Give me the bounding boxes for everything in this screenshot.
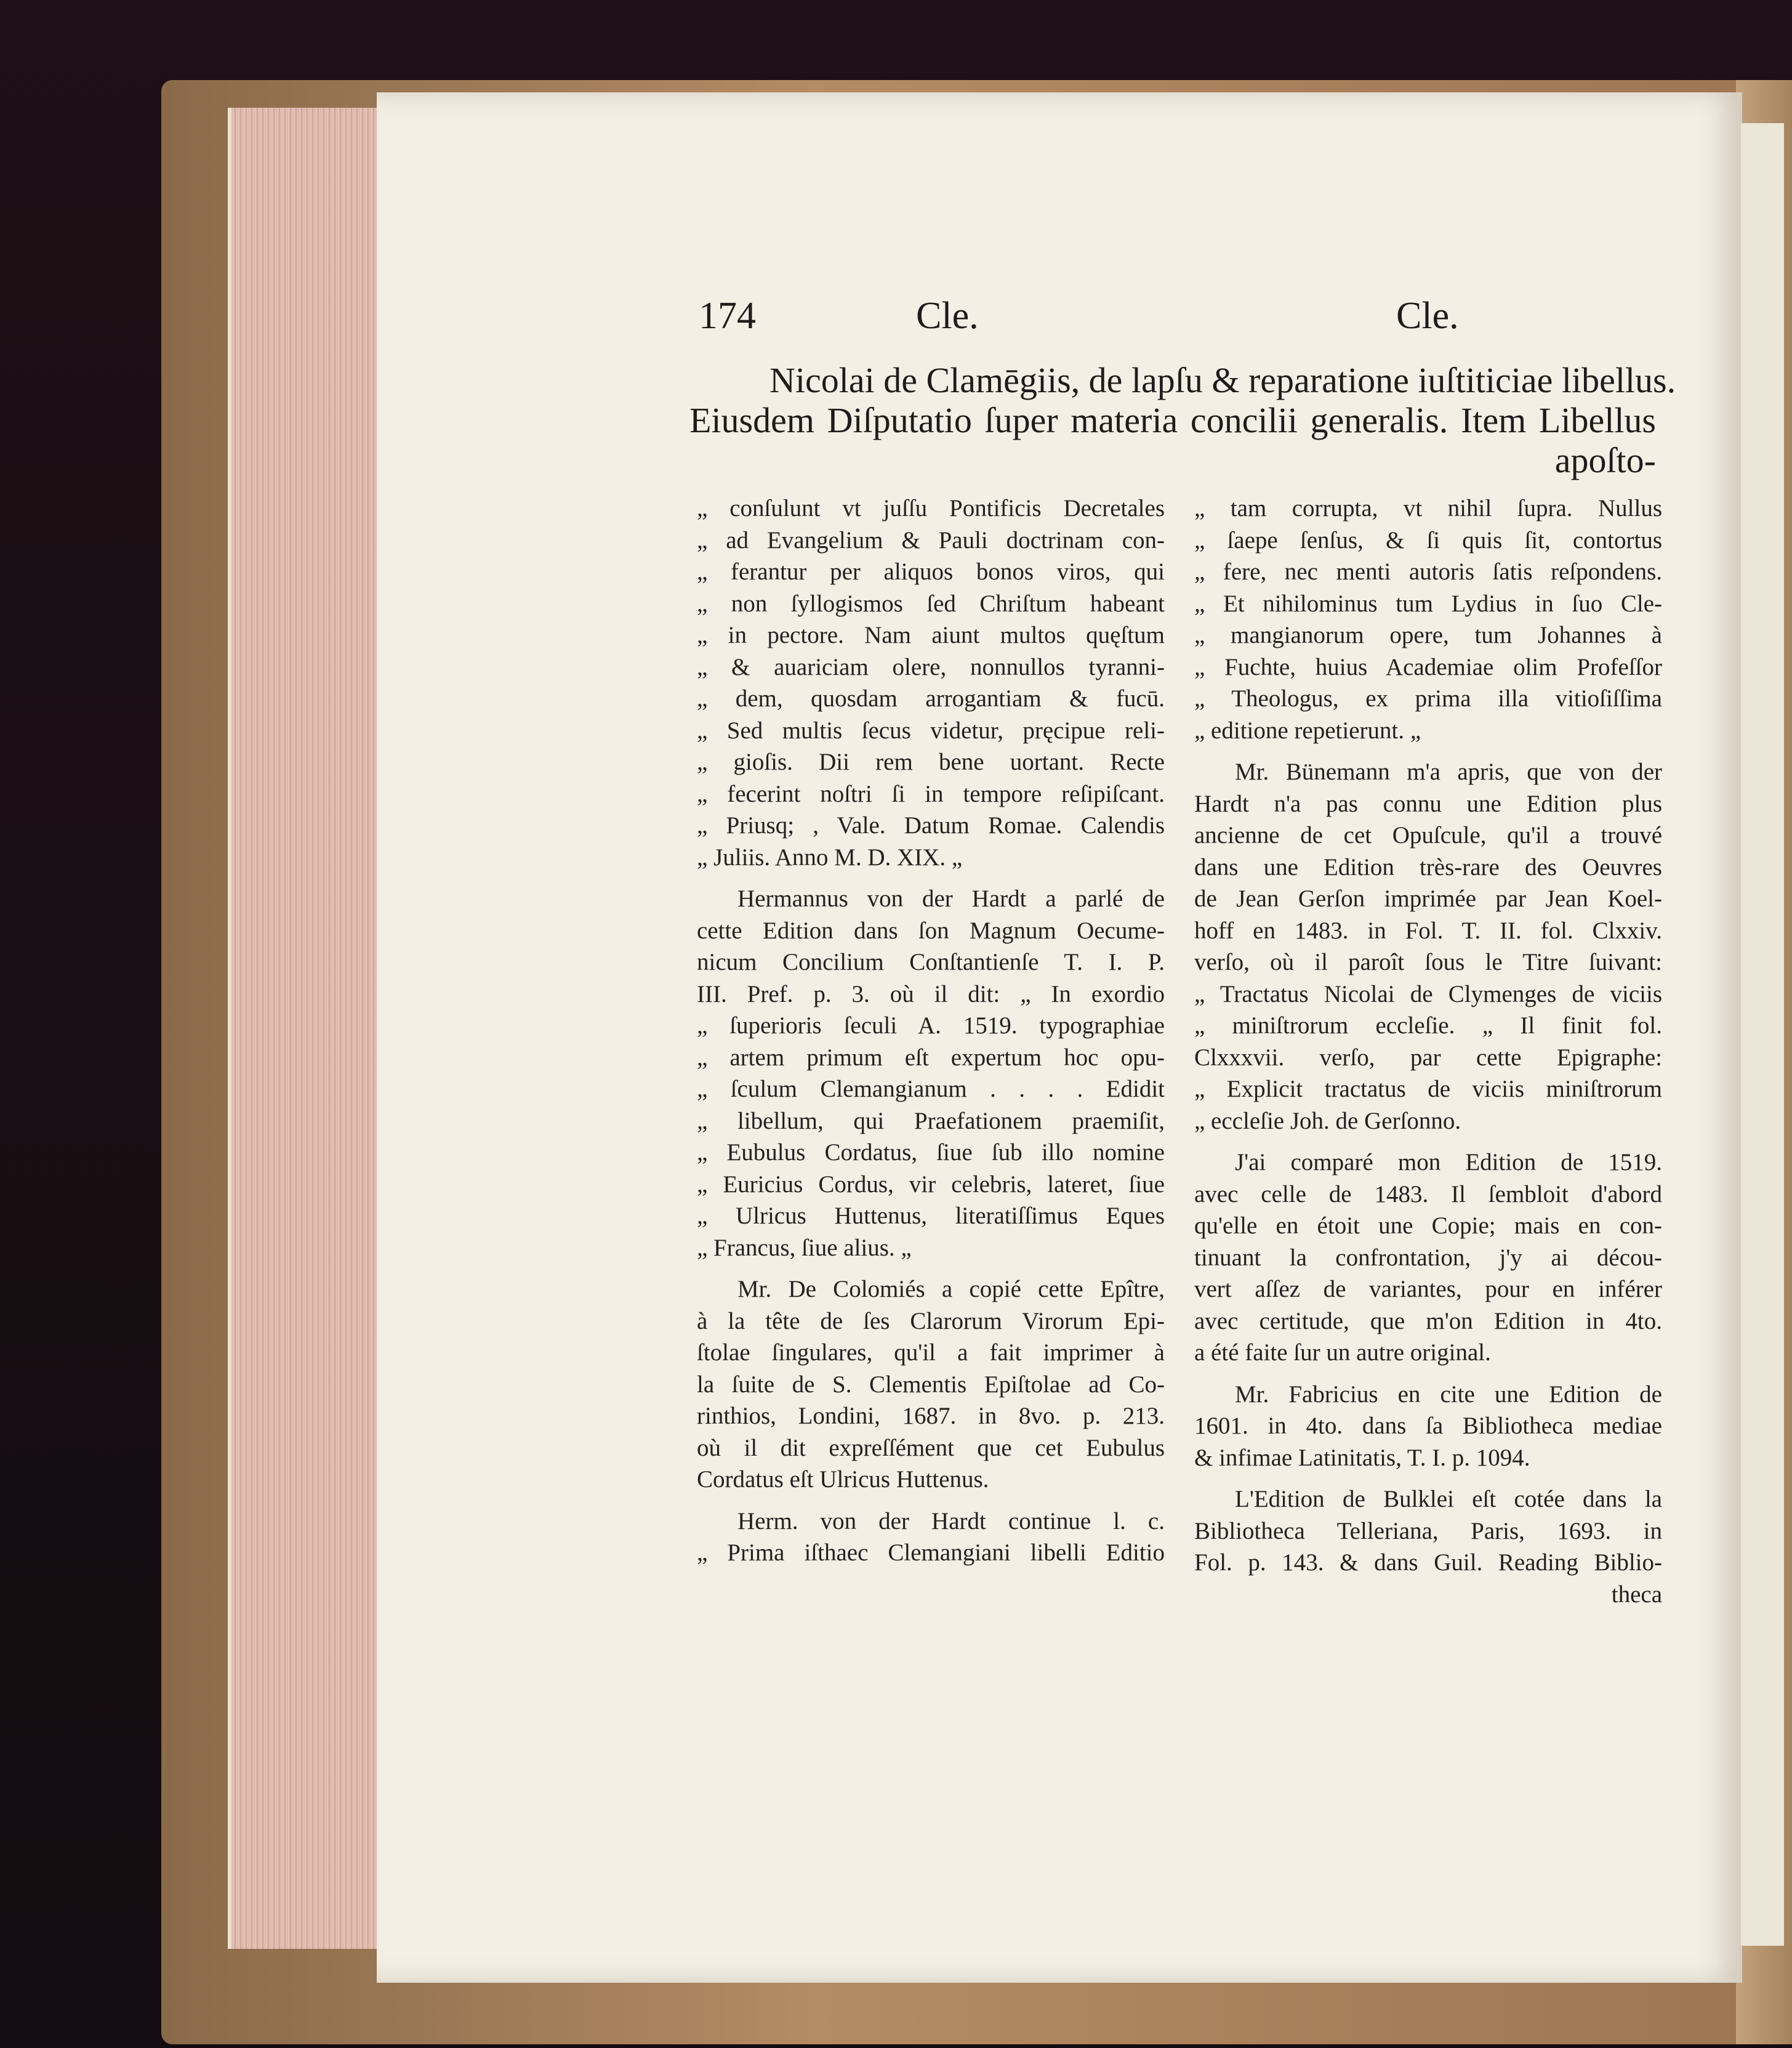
text-line: Bibliotheca Telleriana, Paris, 1693. in: [1194, 1517, 1662, 1544]
running-head-right: Cle.: [1396, 295, 1459, 337]
text-line: „ Sed multis ſecus videtur, pręcipue reli-: [697, 717, 1165, 744]
text-line: Clxxxvii. verſo, par cette Epigraphe:: [1194, 1044, 1662, 1071]
text-line: „ mangianorum opere, tum Johannes à: [1194, 622, 1662, 648]
text-line: à la tête de ſes Clarorum Virorum Epi-: [697, 1307, 1165, 1334]
text-line: „ Ulricus Huttenus, literatiſſimus Eques: [697, 1203, 1165, 1229]
text-line: „ miniſtrorum eccleſie. „ Il finit fol.: [1194, 1012, 1662, 1039]
page-number: 174: [699, 295, 756, 337]
text-line: vert aſſez de variantes, pour en inférer: [1194, 1276, 1662, 1302]
text-line: nicum Concilium Conſtantienſe T. I. P.: [697, 949, 1165, 975]
text-line: a été faite ſur un autre original.: [1194, 1339, 1491, 1366]
text-line: „ fecerint noſtri ſi in tempore reſipiſcant.: [697, 780, 1165, 807]
text-line: la ſuite de S. Clementis Epiſtolae ad Co-: [697, 1371, 1165, 1398]
text-line: Hermannus von der Hardt a parlé de: [737, 885, 1165, 912]
title-line: Nicolai de Clamēgiis, de lapſu & reparatione iuſtiticiae libellus.: [769, 360, 1676, 400]
text-line: „ artem primum eſt expertum hoc opu-: [697, 1044, 1165, 1071]
text-line: tinuant la confrontation, j'y ai décou-: [1194, 1244, 1662, 1271]
text-line: „ tam corrupta, vt nihil ſupra. Nullus: [1194, 495, 1662, 522]
text-line: „ Juliis. Anno M. D. XIX. „: [697, 844, 963, 871]
text-line: avec certitude, que m'on Edition in 4to.: [1194, 1307, 1662, 1334]
text-line: Hardt n'a pas connu une Edition plus: [1194, 790, 1662, 817]
text-line: „ Prima iſthaec Clemangiani libelli Editio: [697, 1539, 1165, 1566]
text-line: Fol. p. 143. & dans Guil. Reading Biblio-: [1194, 1549, 1662, 1576]
text-line: „ Tractatus Nicolai de Clymenges de viciis: [1194, 980, 1662, 1007]
text-line: theca: [1611, 1581, 1662, 1608]
text-line: ſtolae ſingulares, qu'il a fait imprimer à: [697, 1339, 1165, 1366]
text-line: cette Edition dans ſon Magnum Oecume-: [697, 917, 1165, 944]
text-line: & infimae Latinitatis, T. I. p. 1094.: [1194, 1444, 1530, 1471]
text-line: Mr. Bünemann m'a apris, que von der: [1235, 759, 1662, 785]
text-line: „ editione repetierunt. „: [1194, 717, 1421, 744]
text-line: „ Theologus, ex prima illa vitioſiſſima: [1194, 685, 1662, 712]
text-line: Cordatus eſt Ulricus Huttenus.: [697, 1466, 989, 1493]
text-line: „ non ſyllogismos ſed Chriſtum habeant: [697, 590, 1165, 617]
text-line: III. Pref. p. 3. où il dit: „ In exordio: [697, 980, 1165, 1007]
text-line: „ Euricius Cordus, vir celebris, lateret, ſiue: [697, 1171, 1165, 1198]
text-line: „ ſuperioris ſeculi A. 1519. typographiae: [697, 1012, 1165, 1039]
text-line: dans une Edition très-rare des Oeuvres: [1194, 853, 1662, 881]
text-line: „ Explicit tractatus de viciis miniſtrorum: [1194, 1076, 1662, 1102]
text-line: „ Fuchte, huius Academiae olim Profeſſor: [1194, 653, 1662, 680]
text-line: ancienne de cet Opuſcule, qu'il a trouvé: [1194, 822, 1662, 849]
left-column: [697, 493, 1165, 1569]
text-line: J'ai comparé mon Edition de 1519.: [1235, 1149, 1662, 1175]
text-line: Mr. Fabricius en cite une Edition de: [1235, 1381, 1662, 1408]
text-line: de Jean Gerſon imprimée par Jean Koel-: [1194, 885, 1662, 912]
text-line: „ in pectore. Nam aiunt multos quęſtum: [697, 622, 1165, 648]
text-line: „ conſulunt vt juſſu Pontificis Decretales: [697, 495, 1165, 522]
text-line: 1601. in 4to. dans ſa Bibliotheca mediae: [1194, 1413, 1662, 1439]
text-line: „ Eubulus Cordatus, ſiue ſub illo nomine: [697, 1139, 1165, 1166]
text-line: „ Priusq; , Vale. Datum Romae. Calendis: [697, 812, 1165, 839]
text-line: „ Francus, ſiue alius. „: [697, 1234, 912, 1261]
text-line: „ ad Evangelium & Pauli doctrinam con-: [697, 526, 1165, 554]
text-line: Herm. von der Hardt continue l. c.: [737, 1507, 1165, 1534]
text-line: qu'elle en étoit une Copie; mais en con-: [1194, 1212, 1662, 1239]
right-column: [1194, 493, 1662, 1610]
text-line: „ fere, nec menti autoris ſatis reſpondens.: [1194, 558, 1662, 585]
text-line: verſo, où il paroît ſous le Titre ſuivant:: [1194, 949, 1662, 975]
text-line: „ Et nihilominus tum Lydius in ſuo Cle-: [1194, 590, 1662, 617]
text-line: „ gioſis. Dii rem bene uortant. Recte: [697, 749, 1165, 775]
text-line: hoff en 1483. in Fol. T. II. fol. Clxxiv.: [1194, 917, 1662, 944]
text-line: „ eccleſie Joh. de Gerſonno.: [1194, 1107, 1461, 1134]
running-head-left: Cle.: [916, 295, 979, 337]
title-line: Eiusdem Diſputatio ſuper materia concilii generalis. Item Libellus: [689, 400, 1656, 440]
text-line: „ & auariciam olere, nonnullos tyranni-: [697, 653, 1165, 680]
text-line: „ ferantur per aliquos bonos viros, qui: [697, 558, 1165, 585]
text-line: „ ſculum Clemangianum . . . . Edidit: [697, 1076, 1165, 1102]
text-line: „ dem, quosdam arrogantiam & fucū.: [697, 685, 1165, 712]
text-line: L'Edition de Bulklei eſt cotée dans la: [1235, 1486, 1662, 1512]
text-line: Mr. De Colomiés a copié cette Epître,: [737, 1276, 1165, 1302]
next-page-edge: [1739, 123, 1784, 1946]
text-line: avec celle de 1483. Il ſembloit d'abord: [1194, 1180, 1662, 1207]
text-line: „ ſaepe ſenſus, & ſi quis ſit, contortus: [1194, 526, 1662, 554]
page-edges: [228, 108, 392, 1949]
text-line: „ libellum, qui Praefationem praemiſit,: [697, 1107, 1165, 1134]
text-line: rinthios, Londini, 1687. in 8vo. p. 213.: [697, 1403, 1165, 1429]
title-line: apoſto-: [1554, 440, 1656, 480]
text-line: où il dit expreſſément que cet Eubulus: [697, 1434, 1165, 1461]
